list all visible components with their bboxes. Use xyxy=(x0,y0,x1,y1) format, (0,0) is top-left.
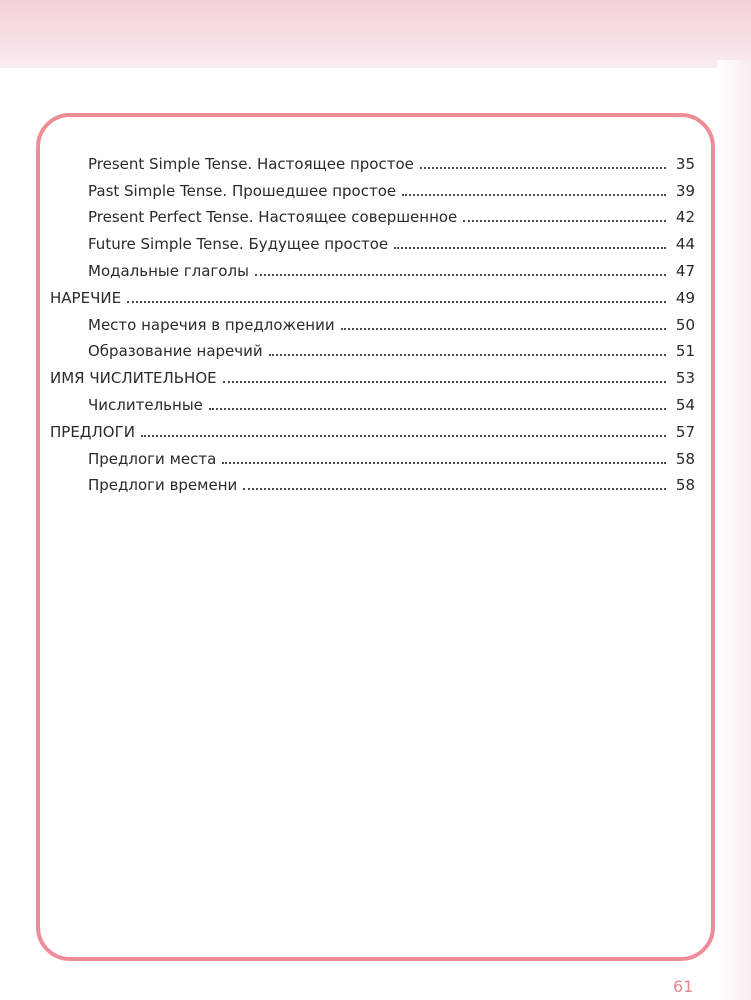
toc-entry-title: Образование наречий xyxy=(88,342,263,361)
toc-section-numeral[interactable] xyxy=(50,361,695,388)
toc-dot-leader xyxy=(341,328,666,330)
toc-dot-leader xyxy=(402,194,666,196)
toc-section-title: ИМЯ ЧИСЛИТЕЛЬНОЕ xyxy=(50,369,217,388)
table-of-contents xyxy=(50,147,695,495)
toc-section-prepositions[interactable] xyxy=(50,415,695,442)
toc-entry-title: Предлоги места xyxy=(88,449,217,468)
right-page-edge xyxy=(717,60,751,1000)
toc-entry-page: 50 xyxy=(675,315,695,334)
toc-entry-page: 47 xyxy=(675,261,695,280)
toc-dot-leader xyxy=(269,354,666,356)
toc-entry-title: Числительные xyxy=(88,395,203,414)
toc-section-adverb[interactable] xyxy=(50,281,695,308)
toc-entry-page: 54 xyxy=(675,395,695,414)
toc-entry-page: 58 xyxy=(675,476,695,495)
toc-entry-title: Present Simple Tense. Настоящее простое xyxy=(88,154,414,173)
toc-entry-page: 57 xyxy=(675,422,695,441)
toc-entry-title: Место наречия в предложении xyxy=(88,315,335,334)
toc-entry-title: Модальные глаголы xyxy=(88,261,249,280)
toc-dot-leader xyxy=(223,381,666,383)
toc-dot-leader xyxy=(127,301,666,303)
toc-dot-leader xyxy=(255,274,666,276)
toc-entry-page: 49 xyxy=(675,288,695,307)
top-decorative-band xyxy=(0,0,751,68)
toc-entry-adverb-position[interactable] xyxy=(50,308,695,335)
toc-entry-prepositions-place[interactable] xyxy=(50,442,695,469)
toc-entry-numerals[interactable] xyxy=(50,388,695,415)
toc-dot-leader xyxy=(463,220,666,222)
toc-entry-present-simple[interactable] xyxy=(50,147,695,174)
toc-dot-leader xyxy=(222,462,666,464)
toc-entry-title: Future Simple Tense. Будущее простое xyxy=(88,235,389,254)
toc-entry-page: 53 xyxy=(675,369,695,388)
toc-entry-page: 58 xyxy=(675,449,695,468)
toc-entry-adverb-formation[interactable] xyxy=(50,335,695,362)
toc-entry-past-simple[interactable] xyxy=(50,174,695,201)
toc-entry-title: Present Perfect Tense. Настоящее совершенное xyxy=(88,208,458,227)
toc-entry-modal-verbs[interactable] xyxy=(50,254,695,281)
toc-dot-leader xyxy=(243,488,666,490)
toc-entry-future-simple[interactable] xyxy=(50,227,695,254)
toc-entry-page: 39 xyxy=(675,181,695,200)
toc-dot-leader xyxy=(394,247,666,249)
toc-entry-title: Past Simple Tense. Прошедшее простое xyxy=(88,181,397,200)
toc-entry-page: 44 xyxy=(675,235,695,254)
toc-dot-leader xyxy=(420,167,666,169)
toc-entry-page: 35 xyxy=(675,154,695,173)
page-number: 61 xyxy=(673,977,694,996)
toc-section-title: ПРЕДЛОГИ xyxy=(50,422,135,441)
toc-section-title: НАРЕЧИЕ xyxy=(50,288,122,307)
toc-entry-page: 42 xyxy=(675,208,695,227)
toc-entry-prepositions-time[interactable] xyxy=(50,469,695,496)
toc-entry-page: 51 xyxy=(675,342,695,361)
toc-entry-present-perfect[interactable] xyxy=(50,201,695,228)
toc-dot-leader xyxy=(141,435,666,437)
toc-dot-leader xyxy=(209,408,666,410)
toc-entry-title: Предлоги времени xyxy=(88,476,238,495)
